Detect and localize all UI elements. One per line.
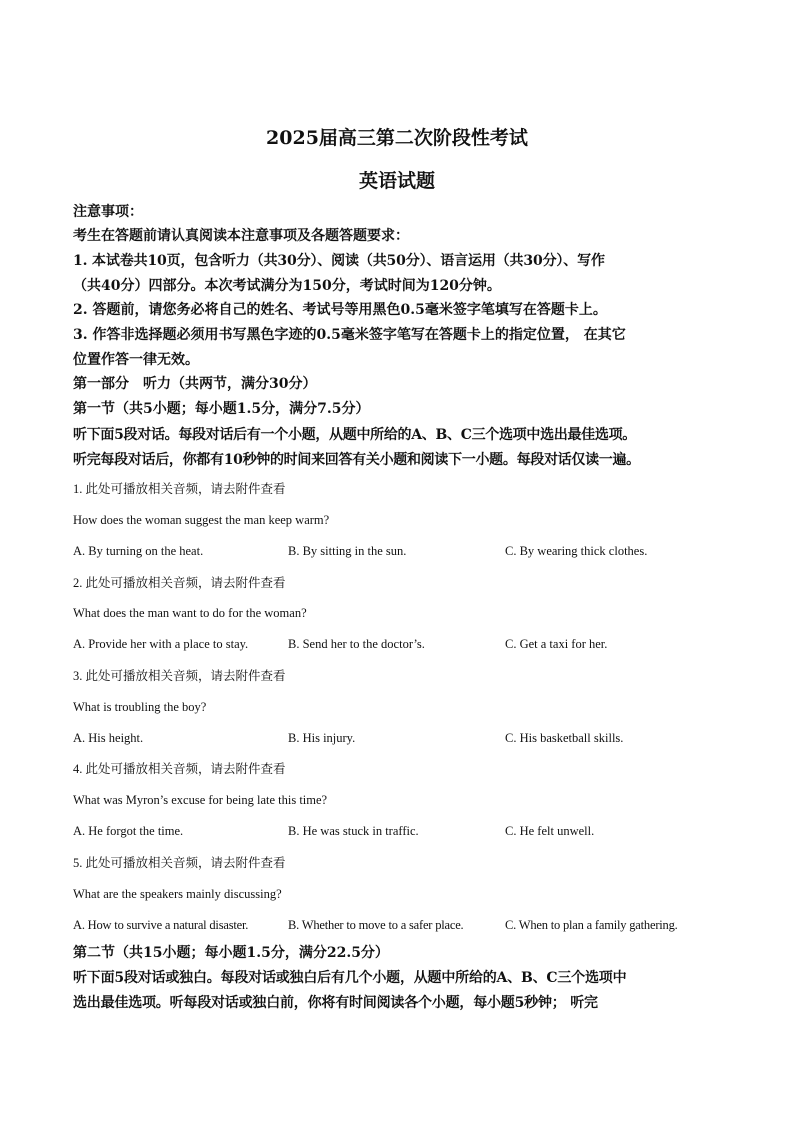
question-text: What is troubling the boy? bbox=[73, 700, 207, 714]
question-text: What are the speakers mainly discussing? bbox=[73, 887, 282, 901]
option-c: C. By wearing thick clothes. bbox=[505, 544, 648, 558]
audio-placeholder[interactable]: 3. 此处可播放相关音频，请去附件查看 bbox=[73, 669, 286, 683]
option-c: C. When to plan a family gathering. bbox=[505, 918, 678, 932]
option-a: A. His height. bbox=[73, 731, 144, 745]
notice-heading: 注意事项： bbox=[73, 204, 143, 220]
question-text: What was Myron’s excuse for being late this time? bbox=[73, 793, 328, 807]
section-1-heading: 第一节（共5小题；每小题1.5分，满分7.5分） bbox=[73, 401, 370, 417]
audio-placeholder[interactable]: 4. 此处可播放相关音频，请去附件查看 bbox=[73, 762, 286, 776]
option-c: C. His basketball skills. bbox=[505, 731, 624, 745]
exam-title: 2025届高三第二次阶段性考试 bbox=[266, 127, 528, 149]
option-c: C. Get a taxi for her. bbox=[505, 637, 608, 651]
notice-item-3-line-1: 3. 作答非选择题必须用书写黑色字迹的0.5毫米签字笔写在答题卡上的指定位置， 在其它 bbox=[73, 327, 626, 343]
option-b: B. Send her to the doctor’s. bbox=[288, 637, 425, 651]
notice-item-3-line-2: 位置作答一律无效。 bbox=[73, 352, 199, 368]
option-a: A. By turning on the heat. bbox=[73, 544, 204, 558]
audio-placeholder[interactable]: 1. 此处可播放相关音频，请去附件查看 bbox=[73, 482, 286, 496]
question-text: What does the man want to do for the woman? bbox=[73, 606, 307, 620]
option-b: B. He was stuck in traffic. bbox=[288, 824, 419, 838]
option-b: B. His injury. bbox=[288, 731, 356, 745]
subject-title: 英语试题 bbox=[358, 170, 435, 192]
audio-placeholder[interactable]: 2. 此处可播放相关音频，请去附件查看 bbox=[73, 576, 286, 590]
option-b: B. Whether to move to a safer place. bbox=[288, 918, 464, 932]
section-1-instructions-line-1: 听下面5段对话。每段对话后有一个小题，从题中所给的A、B、C三个选项中选出最佳选项。 bbox=[73, 427, 636, 443]
option-c: C. He felt unwell. bbox=[505, 824, 595, 838]
section-2-heading: 第二节（共15小题；每小题1.5分，满分22.5分） bbox=[73, 945, 389, 961]
question-text: How does the woman suggest the man keep warm? bbox=[73, 513, 330, 527]
part-1-heading: 第一部分 听力（共两节，满分30分） bbox=[73, 376, 317, 392]
option-a: A. He forgot the time. bbox=[73, 824, 184, 838]
option-a: A. How to survive a natural disaster. bbox=[73, 918, 249, 932]
section-1-instructions-line-2: 听完每段对话后，你都有10秒钟的时间来回答有关小题和阅读下一小题。每段对话仅读一遍。 bbox=[73, 452, 640, 468]
notice-item-1-line-1: 1. 本试卷共10页，包含听力（共30分）、阅读（共50分）、语言运用（共30分）、写作 bbox=[73, 253, 605, 269]
notice-item-1-line-2: （共40分）四部分。本次考试满分为150分，考试时间为120分钟。 bbox=[73, 278, 501, 294]
option-a: A. Provide her with a place to stay. bbox=[73, 637, 249, 651]
notice-item-2: 2. 答题前，请您务必将自己的姓名、考试号等用黑色0.5毫米签字笔填写在答题卡上。 bbox=[73, 302, 607, 318]
section-2-instructions-line-2: 选出最佳选项。听每段对话或独白前，你将有时间阅读各个小题，每小题5秒钟； 听完 bbox=[73, 995, 598, 1011]
audio-placeholder[interactable]: 5. 此处可播放相关音频，请去附件查看 bbox=[73, 856, 286, 870]
notice-intro: 考生在答题前请认真阅读本注意事项及各题答题要求： bbox=[73, 228, 409, 244]
section-2-instructions-line-1: 听下面5段对话或独白。每段对话或独白后有几个小题，从题中所给的A、B、C三个选项中 bbox=[73, 970, 627, 986]
option-b: B. By sitting in the sun. bbox=[288, 544, 407, 558]
